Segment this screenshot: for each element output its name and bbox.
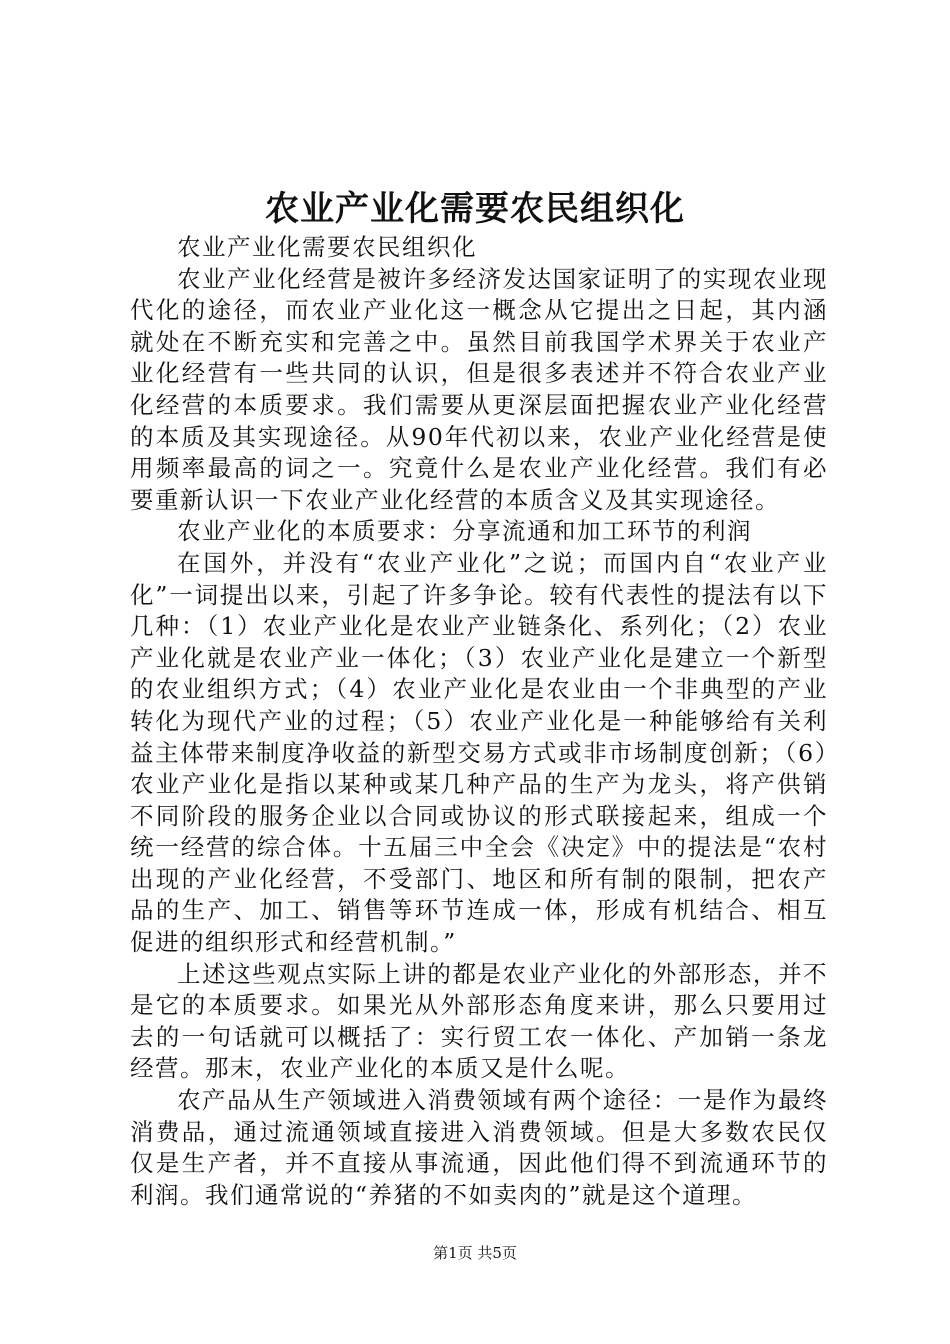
paragraph-consumption-paths: 农产品从生产领域进入消费领域有两个途径：一是作为最终消费品，通过流通领域直接进入消费领域。但是大多数农民仅仅是生产者，并不直接从事流通，因此他们得不到流通环节的利润。我们通常说的“养猪的不如卖肉的”就是这个道理。 xyxy=(130,1086,828,1209)
paragraph-subtitle: 农业产业化需要农民组织化 xyxy=(177,233,477,261)
document-body xyxy=(130,232,828,1211)
paragraph-definitions: 在国外，并没有“农业产业化”之说；而国内自“农业产业化”一词提出以来，引起了许多争论。较有代表性的提法有以下几种：（1）农业产业化是农业产业链条化、系列化；（2）农业产业化就是农业产业一体化；（3）农业产业化是建立一个新型的农业组织方式；（4）农业产业化是农业由一个非典型的产业转化为现代产业的过程；（5）农业产业化是一种能够给有关利益主体带来制度净收益的新型交易方式或非市场制度创新；（6）农业产业化是指以某种或某几种产品的生产为龙头，将产供销不同阶段的服务企业以合同或协议的形式联接起来，组成一个统一经营的综合体。十五届三中全会《决定》中的提法是“农村出现的产业化经营，不受部门、地区和所有制的限制，把农产品的生产、加工、销售等环节连成一体，形成有机结合、相互促进的组织形式和经营机制。” xyxy=(130,548,828,957)
paragraph-section-heading: 农业产业化的本质要求：分享流通和加工环节的利润 xyxy=(177,517,752,546)
paragraph-external-form: 上述这些观点实际上讲的都是农业产业化的外部形态，并不是它的本质要求。如果光从外部形态角度来讲，那么只要用过去的一句话就可以概括了：实行贸工农一体化、产加销一条龙经营。那末，农业产业化的本质又是什么呢。 xyxy=(130,959,828,1083)
page-footer: 第1页 共5页 xyxy=(433,1244,517,1262)
paragraph-intro: 农业产业化经营是被许多经济发达国家证明了的实现农业现代化的途径，而农业产业化这一概念从它提出之日起，其内涵就处在不断充实和完善之中。虽然目前我国学术界关于农业产业化经营有一些共同的认识，但是很多表述并不符合农业产业化经营的本质要求。我们需要从更深层面把握农业产业化经营的本质及其实现途径。从90年代初以来，农业产业化经营是使用频率最高的词之一。究竟什么是农业产业化经营。我们有必要重新认识一下农业产业化经营的本质含义及其实现途径。 xyxy=(130,264,828,514)
document-title: 农业产业化需要农民组织化 xyxy=(265,189,685,229)
